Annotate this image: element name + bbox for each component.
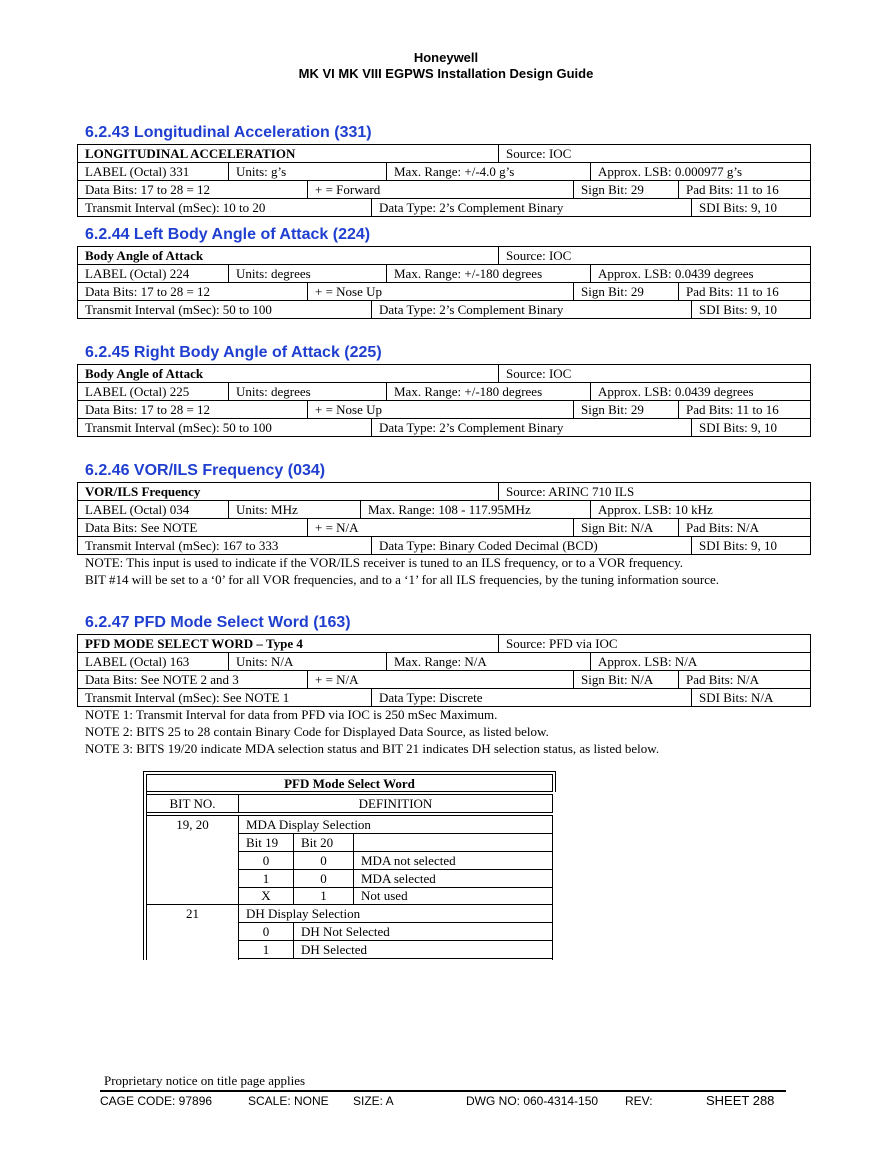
data-bits: Data Bits: 17 to 28 = 12 bbox=[85, 402, 211, 417]
sdi-bits: SDI Bits: N/A bbox=[691, 689, 773, 706]
scale: SCALE: NONE bbox=[248, 1094, 329, 1108]
units: Units: g’s bbox=[228, 163, 286, 180]
label-table-331 bbox=[77, 144, 811, 217]
frame-line bbox=[552, 774, 553, 792]
section-title-6-2-45: 6.2.45 Right Body Angle of Attack (225) bbox=[85, 344, 382, 361]
approx-lsb: Approx. LSB: 0.0439 degrees bbox=[590, 383, 754, 400]
units: Units: MHz bbox=[228, 501, 298, 518]
pfd-note-1: NOTE 1: Transmit Interval for data from PFD via IOC is 250 mSec Maximum. bbox=[85, 707, 498, 722]
vor-ils-note-2: BIT #14 will be set to a ‘0’ for all VOR frequencies, and to a ‘1’ for all ILS frequencies, by the tuning information source. bbox=[85, 572, 720, 587]
revision: REV: bbox=[625, 1094, 653, 1108]
word-name: LONGITUDINAL ACCELERATION bbox=[85, 146, 296, 161]
sdi-bits: SDI Bits: 9, 10 bbox=[691, 199, 777, 216]
plus-sense: + = Nose Up bbox=[307, 401, 382, 418]
sdi-bits: SDI Bits: 9, 10 bbox=[691, 537, 777, 554]
dh-row-1-bit: 0 bbox=[262, 924, 270, 939]
vor-ils-note-1: NOTE: This input is used to indicate if the VOR/ILS receiver is tuned to an ILS frequency, or to a VOR frequency. bbox=[85, 555, 683, 570]
sign-bit: Sign Bit: N/A bbox=[573, 519, 653, 536]
pad-bits: Pad Bits: N/A bbox=[678, 671, 759, 688]
data-bits: Data Bits: 17 to 28 = 12 bbox=[85, 284, 211, 299]
plus-sense: + = Nose Up bbox=[307, 283, 382, 300]
data-bits: Data Bits: 17 to 28 = 12 bbox=[85, 182, 211, 197]
approx-lsb: Approx. LSB: N/A bbox=[590, 653, 697, 670]
pad-bits: Pad Bits: 11 to 16 bbox=[678, 181, 779, 198]
dh-bit-no: 21 bbox=[186, 906, 199, 921]
label-table-225 bbox=[77, 364, 811, 437]
source: Source: IOC bbox=[498, 145, 571, 162]
mda-row-2-desc: MDA selected bbox=[361, 871, 436, 886]
mda-bit19-header: Bit 19 bbox=[246, 835, 279, 850]
sign-bit: Sign Bit: 29 bbox=[573, 283, 644, 300]
plus-sense: + = N/A bbox=[307, 519, 359, 536]
mda-row-1-bit19: 0 bbox=[262, 853, 270, 868]
mda-row-3-bit20: 1 bbox=[320, 888, 327, 903]
transmit-interval: Transmit Interval (mSec): 167 to 333 bbox=[85, 538, 279, 553]
max-range: Max. Range: 108 - 117.95MHz bbox=[360, 501, 531, 518]
label-table-224 bbox=[77, 246, 811, 319]
company-name: Honeywell bbox=[413, 50, 479, 65]
col-bit-no: BIT NO. bbox=[169, 796, 216, 811]
mda-row-2-bit19: 1 bbox=[262, 871, 270, 886]
data-type: Data Type: Discrete bbox=[371, 689, 483, 706]
frame-line bbox=[143, 771, 556, 772]
max-range: Max. Range: N/A bbox=[386, 653, 487, 670]
label-octal: LABEL (Octal) 224 bbox=[85, 266, 190, 281]
approx-lsb: Approx. LSB: 0.000977 g’s bbox=[590, 163, 742, 180]
mda-row-1-bit20: 0 bbox=[320, 853, 327, 868]
transmit-interval: Transmit Interval (mSec): 50 to 100 bbox=[85, 302, 272, 317]
frame-line bbox=[552, 794, 553, 813]
pad-bits: Pad Bits: 11 to 16 bbox=[678, 283, 779, 300]
dh-heading: DH Display Selection bbox=[246, 906, 361, 921]
word-name: Body Angle of Attack bbox=[85, 366, 204, 381]
word-name: VOR/ILS Frequency bbox=[85, 484, 201, 499]
approx-lsb: Approx. LSB: 10 kHz bbox=[590, 501, 713, 518]
units: Units: degrees bbox=[228, 265, 311, 282]
word-name: PFD MODE SELECT WORD – Type 4 bbox=[85, 636, 303, 651]
section-title-6-2-46: 6.2.46 VOR/ILS Frequency (034) bbox=[85, 462, 326, 479]
source: Source: IOC bbox=[498, 365, 571, 382]
mda-row-3-desc: Not used bbox=[361, 888, 408, 903]
footer-rule bbox=[100, 1090, 786, 1092]
proprietary-notice: Proprietary notice on title page applies bbox=[104, 1073, 306, 1088]
data-bits: Data Bits: See NOTE 2 and 3 bbox=[85, 672, 239, 687]
data-type: Data Type: 2’s Complement Binary bbox=[371, 199, 563, 216]
sdi-bits: SDI Bits: 9, 10 bbox=[691, 419, 777, 436]
transmit-interval: Transmit Interval (mSec): 10 to 20 bbox=[85, 200, 266, 215]
mda-bit-no: 19, 20 bbox=[176, 817, 209, 832]
col-definition: DEFINITION bbox=[358, 796, 433, 811]
source: Source: IOC bbox=[498, 247, 571, 264]
pfd-note-3: NOTE 3: BITS 19/20 indicate MDA selection status and BIT 21 indicates DH selection status, as listed below. bbox=[85, 741, 660, 756]
source: Source: ARINC 710 ILS bbox=[498, 483, 634, 500]
mda-bit20-header: Bit 20 bbox=[301, 835, 334, 850]
dh-row-1-desc: DH Not Selected bbox=[301, 924, 390, 939]
frame-line bbox=[293, 922, 294, 959]
label-octal: LABEL (Octal) 331 bbox=[85, 164, 190, 179]
section-title-6-2-43: 6.2.43 Longitudinal Acceleration (331) bbox=[85, 124, 372, 141]
cage-code: CAGE CODE: 97896 bbox=[100, 1094, 213, 1108]
transmit-interval: Transmit Interval (mSec): 50 to 100 bbox=[85, 420, 272, 435]
dh-row-2-bit: 1 bbox=[262, 942, 270, 957]
label-octal: LABEL (Octal) 163 bbox=[85, 654, 190, 669]
max-range: Max. Range: +/-180 degrees bbox=[386, 383, 542, 400]
pfd-note-2: NOTE 2: BITS 25 to 28 contain Binary Code for Displayed Data Source, as listed below. bbox=[85, 724, 549, 739]
word-name: Body Angle of Attack bbox=[85, 248, 204, 263]
label-octal: LABEL (Octal) 225 bbox=[85, 384, 190, 399]
mda-heading: MDA Display Selection bbox=[246, 817, 371, 832]
pfd-table-title: PFD Mode Select Word bbox=[284, 776, 415, 791]
data-type: Data Type: 2’s Complement Binary bbox=[371, 419, 563, 436]
label-octal: LABEL (Octal) 034 bbox=[85, 502, 190, 517]
mda-row-2-bit20: 0 bbox=[320, 871, 327, 886]
frame-line bbox=[238, 833, 553, 834]
frame-line bbox=[238, 958, 553, 959]
size: SIZE: A bbox=[353, 1094, 394, 1108]
pfd-mode-select-table bbox=[143, 771, 556, 960]
frame-line bbox=[143, 771, 144, 960]
section-title-6-2-47: 6.2.47 PFD Mode Select Word (163) bbox=[85, 614, 351, 631]
transmit-interval: Transmit Interval (mSec): See NOTE 1 bbox=[85, 690, 290, 705]
sdi-bits: SDI Bits: 9, 10 bbox=[691, 301, 777, 318]
data-bits: Data Bits: See NOTE bbox=[85, 520, 198, 535]
max-range: Max. Range: +/-4.0 g’s bbox=[386, 163, 514, 180]
frame-line bbox=[353, 833, 354, 905]
frame-line bbox=[146, 812, 553, 813]
sign-bit: Sign Bit: N/A bbox=[573, 671, 653, 688]
pad-bits: Pad Bits: 11 to 16 bbox=[678, 401, 779, 418]
source: Source: PFD via IOC bbox=[498, 635, 618, 652]
approx-lsb: Approx. LSB: 0.0439 degrees bbox=[590, 265, 754, 282]
dh-row-2-desc: DH Selected bbox=[301, 942, 368, 957]
sheet-number: SHEET 288 bbox=[706, 1093, 775, 1108]
drawing-number: DWG NO: 060-4314-150 bbox=[466, 1094, 599, 1108]
label-table-034 bbox=[77, 482, 811, 555]
sign-bit: Sign Bit: 29 bbox=[573, 401, 644, 418]
mda-row-3-bit19: X bbox=[261, 888, 271, 903]
plus-sense: + = Forward bbox=[307, 181, 380, 198]
max-range: Max. Range: +/-180 degrees bbox=[386, 265, 542, 282]
label-table-163 bbox=[77, 634, 811, 707]
units: Units: N/A bbox=[228, 653, 293, 670]
units: Units: degrees bbox=[228, 383, 311, 400]
pad-bits: Pad Bits: N/A bbox=[678, 519, 759, 536]
plus-sense: + = N/A bbox=[307, 671, 359, 688]
sign-bit: Sign Bit: 29 bbox=[573, 181, 644, 198]
data-type: Data Type: 2’s Complement Binary bbox=[371, 301, 563, 318]
document-title: MK VI MK VIII EGPWS Installation Design Guide bbox=[298, 66, 594, 81]
data-type: Data Type: Binary Coded Decimal (BCD) bbox=[371, 537, 598, 554]
section-title-6-2-44: 6.2.44 Left Body Angle of Attack (224) bbox=[85, 226, 371, 243]
frame-line bbox=[555, 771, 556, 792]
mda-row-1-desc: MDA not selected bbox=[361, 853, 456, 868]
